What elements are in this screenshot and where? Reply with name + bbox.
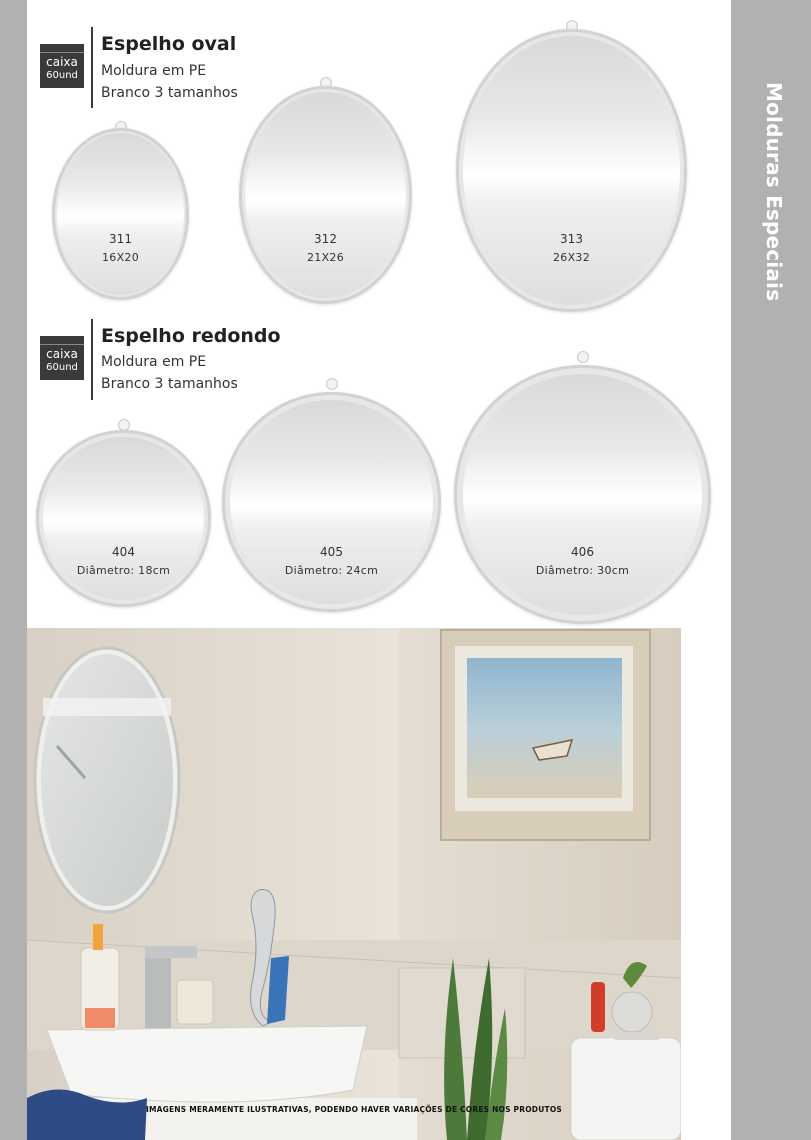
mirror-glass [463,36,680,305]
product-313 [456,20,687,312]
badge-line1: caixa [46,55,78,69]
mirror-glass [463,374,702,615]
product-size: Diâmetro: 18cm [76,564,171,577]
section-material: Moldura em PE [101,63,207,79]
bathroom-illustration [27,628,681,1140]
product-size: Diâmetro: 30cm [535,564,630,577]
bathroom-scene-image [27,628,681,1140]
badge-line1: caixa [46,347,78,361]
badge-line2: 60und [46,70,78,81]
product-code: 405 [320,545,343,559]
hanger-loop [326,378,338,390]
product-size: Diâmetro: 24cm [284,564,379,577]
product-size: 16X20 [101,251,140,264]
hanger-loop [577,351,589,363]
product-405 [222,378,441,612]
badge-rule [40,344,84,345]
mirror-glass [245,92,406,298]
section-variants: Branco 3 tamanhos [101,376,238,392]
left-gray-margin [0,0,27,1140]
product-312 [239,77,412,304]
product-404 [36,419,211,607]
disclaimer-text: IMAGENS MERAMENTE ILUSTRATIVAS, PODENDO HAVER VARIAÇÕES DE CORES NOS PRODUTOS [145,1105,563,1114]
product-code: 311 [109,232,132,246]
product-code: 312 [314,232,337,246]
section-title: Espelho redondo [101,325,281,347]
mirror-glass [57,133,184,295]
side-band-gap [681,628,731,1140]
header-divider [91,319,93,400]
product-406 [454,351,711,624]
product-code: 406 [571,545,594,559]
header-divider [91,27,93,108]
product-code: 313 [560,232,583,246]
box-quantity-badge [40,48,84,88]
section-material: Moldura em PE [101,354,207,370]
section-title: Espelho oval [101,33,237,55]
badge-line2: 60und [46,362,78,373]
side-title: Molduras Especiais [762,82,786,302]
product-size: 26X32 [552,251,591,264]
product-311 [52,121,189,300]
product-size: 21X26 [306,251,345,264]
box-quantity-badge [40,340,84,380]
product-code: 404 [112,545,135,559]
badge-rule [40,52,84,53]
section-variants: Branco 3 tamanhos [101,85,238,101]
